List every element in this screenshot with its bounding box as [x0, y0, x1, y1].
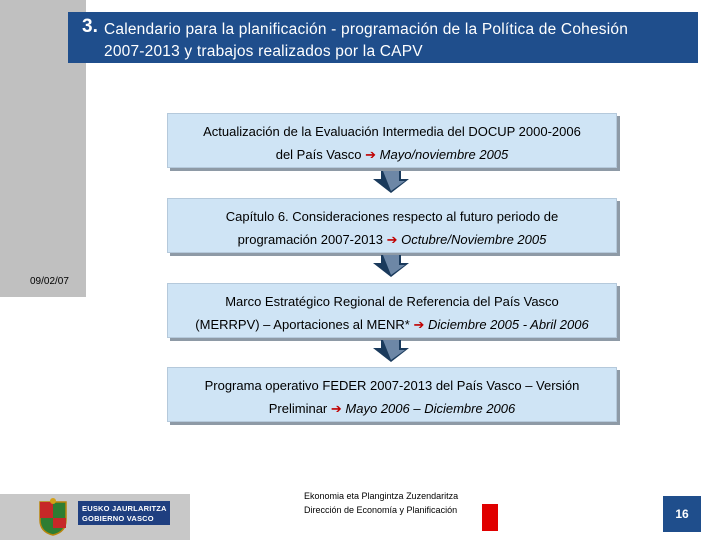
department-line-1: Ekonomia eta Plangintza Zuzendaritza: [304, 491, 459, 501]
step-3-line-2: [168, 317, 616, 333]
step-box-3: [167, 283, 617, 338]
step-4-text: Preliminar: [268, 401, 328, 416]
down-arrow-icon: [373, 171, 409, 193]
step-4-period: Mayo 2006 – Diciembre 2006: [345, 401, 516, 416]
down-arrow-icon: [373, 340, 409, 362]
down-arrow-icon: [373, 255, 409, 277]
government-logo: [78, 501, 170, 525]
arrow-right-icon: ➔: [386, 232, 398, 247]
arrow-right-icon: ➔: [330, 401, 342, 416]
page-number: 16: [663, 496, 701, 532]
department-line-2: Dirección de Economía y Planificación: [304, 505, 458, 515]
title-line-1: Calendario para la planificación - programación de la Política de Cohesión: [104, 21, 629, 38]
step-3-period: Diciembre 2005 - Abril 2006: [428, 317, 589, 332]
coat-of-arms-icon: [36, 498, 70, 536]
arrow-right-icon: ➔: [365, 147, 377, 162]
step-4-line-2: [168, 401, 616, 417]
step-box-4: [167, 367, 617, 422]
step-2-text: programación 2007-2013: [237, 232, 383, 247]
step-box-1: [167, 113, 617, 168]
step-1-line-2: [168, 147, 616, 163]
step-box-2: [167, 198, 617, 253]
footer: [0, 491, 720, 540]
logo-line-2: GOBIERNO VASCO: [82, 514, 154, 523]
step-1-period: Mayo/noviembre 2005: [379, 147, 509, 162]
step-2-line-1: Capítulo 6. Consideraciones respecto al futuro periodo de: [225, 209, 559, 224]
step-4-line-1: Programa operativo FEDER 2007-2013 del País Vasco – Versión: [204, 378, 580, 393]
step-1-line-1: Actualización de la Evaluación Intermedia del DOCUP 2000-2006: [203, 124, 581, 139]
logo-line-1: EUSKO JAURLARITZA: [82, 504, 167, 513]
footer-band: [0, 494, 190, 540]
title-bar: [68, 12, 698, 63]
section-number: 3.: [82, 16, 98, 37]
arrow-right-icon: ➔: [413, 317, 425, 332]
accent-red-block: [482, 504, 498, 531]
step-3-text: (MERRPV) – Aportaciones al MENR*: [195, 317, 410, 332]
step-1-text: del País Vasco: [275, 147, 362, 162]
step-2-line-2: [168, 232, 616, 248]
step-3-line-1: Marco Estratégico Regional de Referencia del País Vasco: [225, 294, 559, 309]
date-label: 09/02/07: [30, 276, 69, 287]
step-2-period: Octubre/Noviembre 2005: [401, 232, 547, 247]
title-line-2: 2007-2013 y trabajos realizados por la CAPV: [104, 43, 423, 60]
